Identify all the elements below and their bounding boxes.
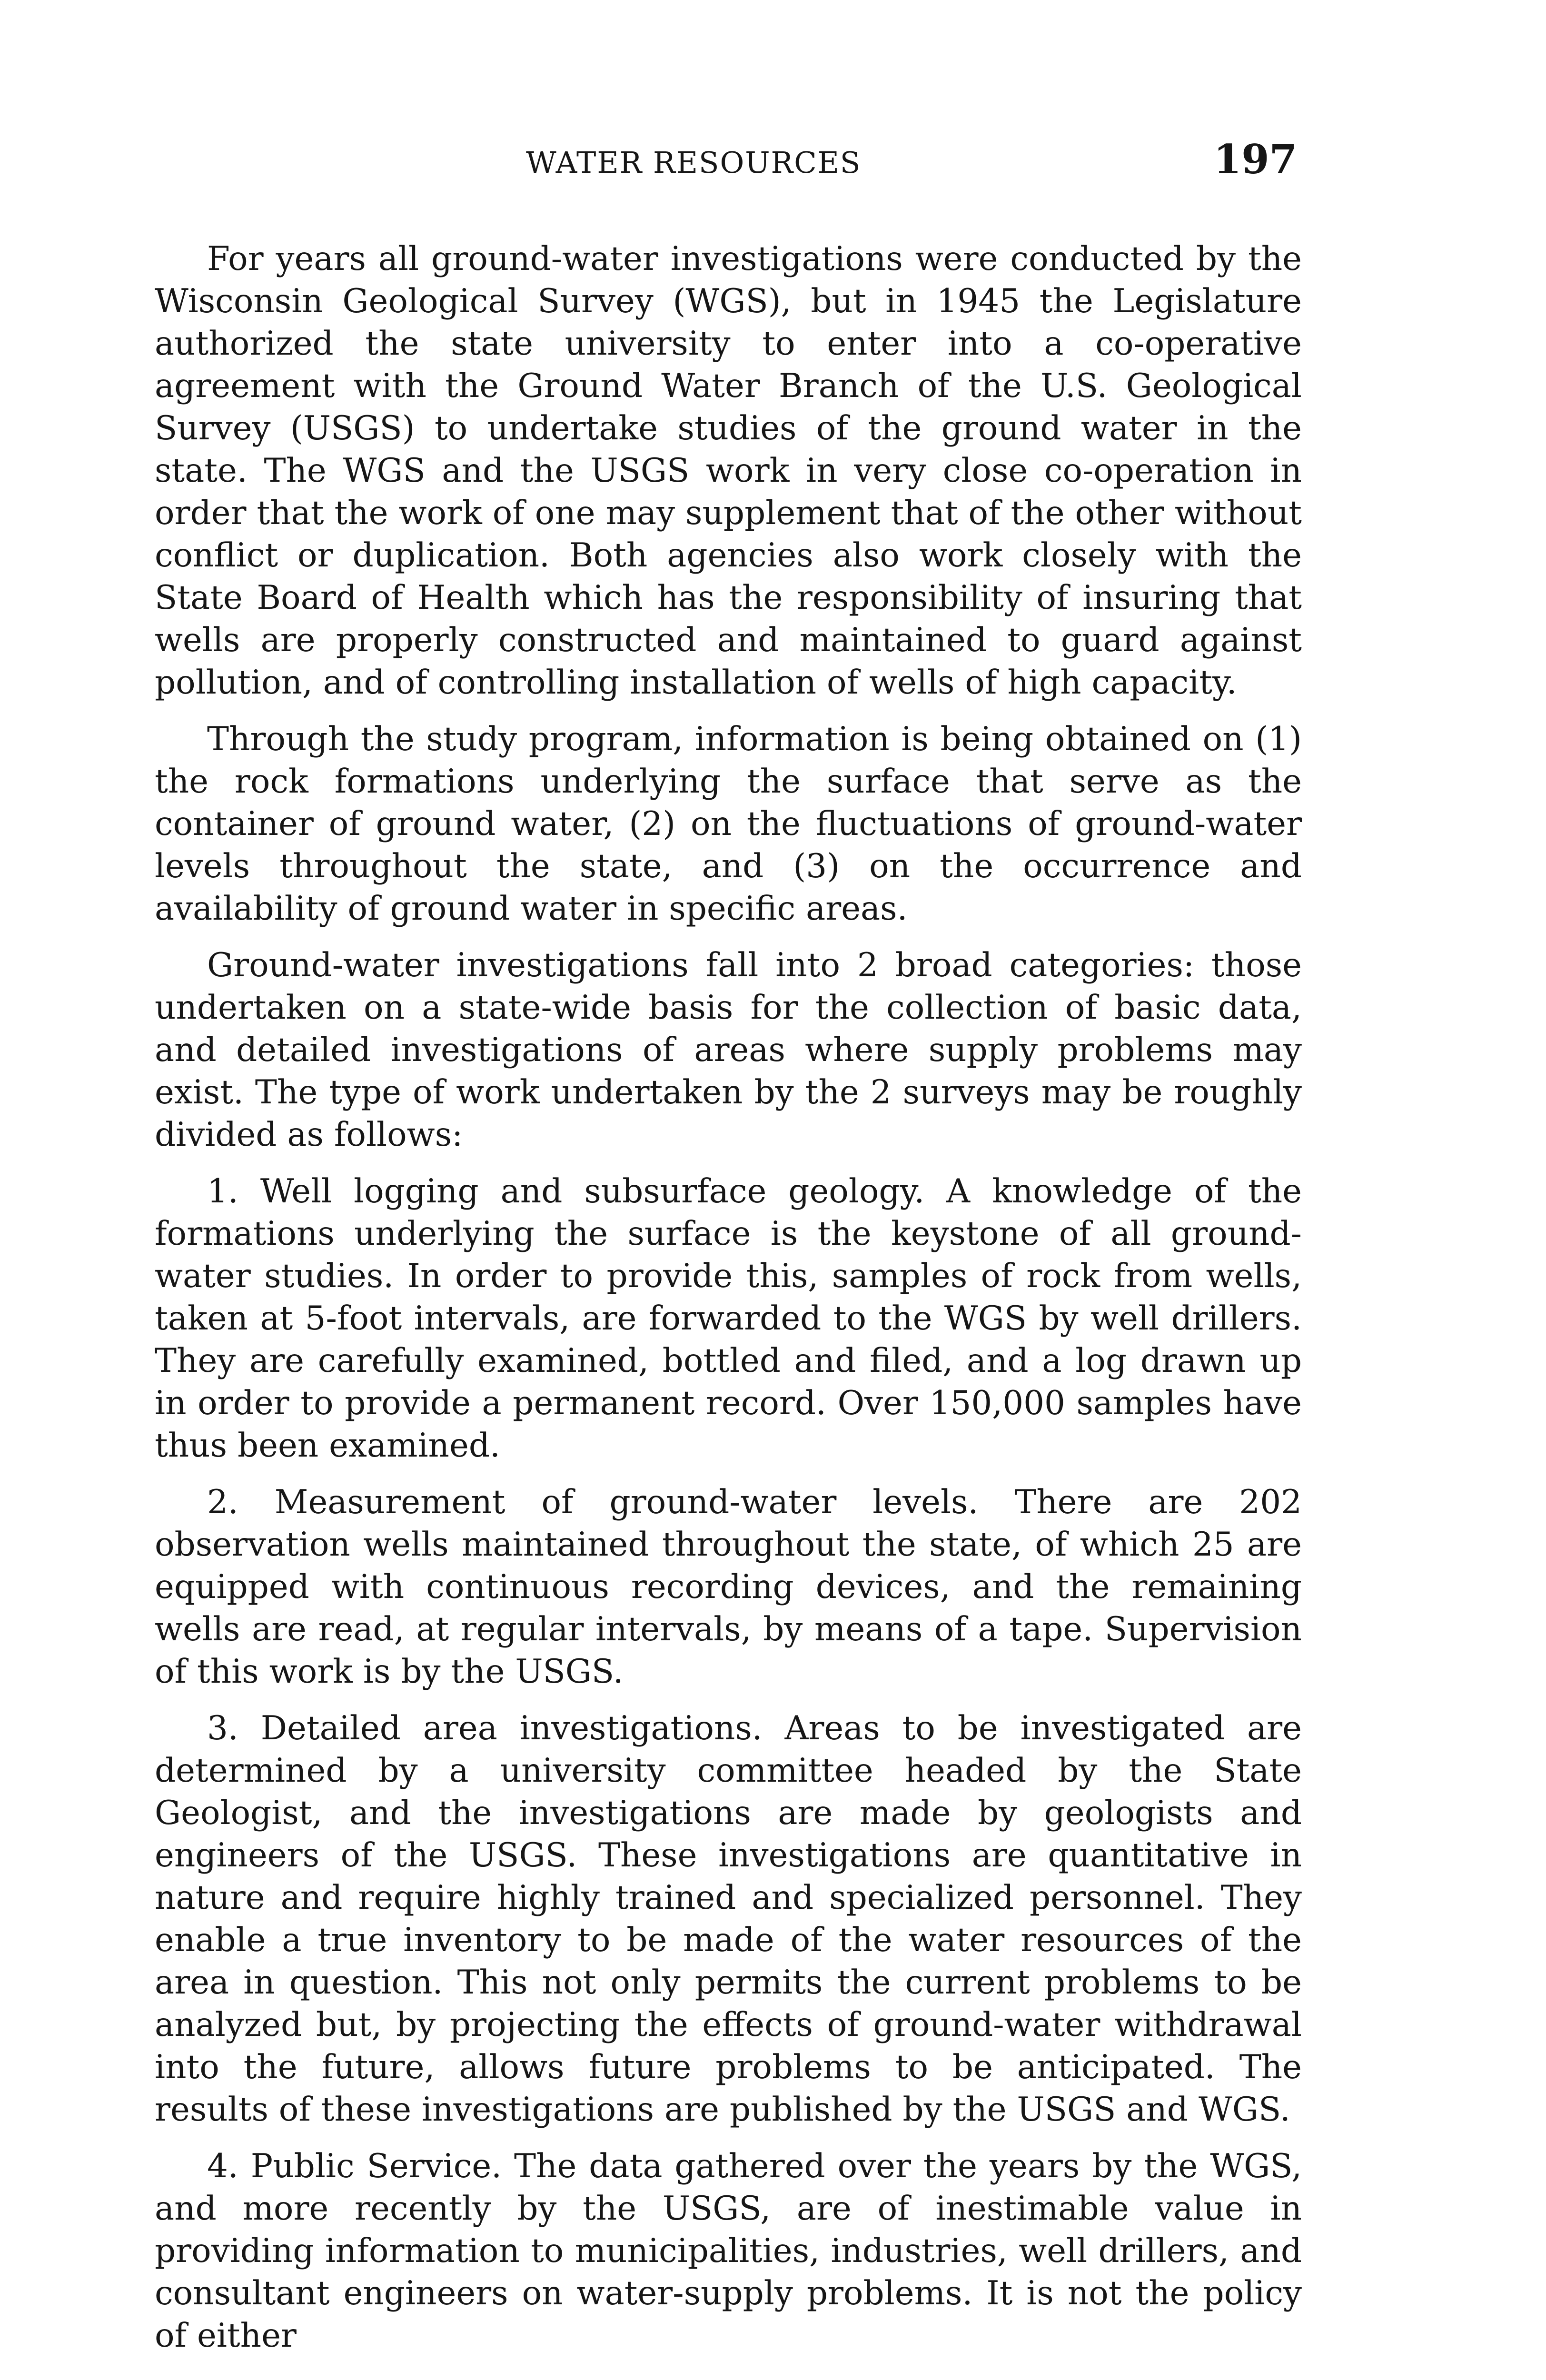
running-head	[155, 136, 1297, 202]
list-number: 4.	[207, 2147, 238, 2185]
page-number: 197	[1213, 136, 1297, 183]
paragraph-study-program: Through the study program, information is being obtained on (1) the rock formations underlying the surface that serve as the container of ground water, (2) on the fluctuations of ground-water levels throughout the state, and (3) on the occurrence and availability of ground water in specific areas.	[155, 720, 1302, 928]
list-item-water-levels	[155, 1481, 1302, 1693]
list-text: Measurement of ground-water levels. There are 202 observation wells maintained throughout the state, of which 25 are equipped with continuous recording devices, and the remaining wells are read, at regular intervals, by means of a tape. Supervision of this work is by the USGS.	[155, 1483, 1302, 1691]
list-number: 2.	[207, 1483, 238, 1521]
running-title: WATER RESOURCES	[526, 145, 862, 180]
list-number: 1.	[207, 1172, 238, 1210]
list-text: Well logging and subsurface geology. A knowledge of the formations underlying the surface is the keystone of all ground-water studies. In order to provide this, samples of rock from wells, taken at 5-foot intervals, are forwarded to the WGS by well drillers. They are carefully examined, bottled and filed, and a log drawn up in order to provide a permanent record. Over 150,000 samples have thus been examined.	[155, 1172, 1302, 1465]
list-item-public-service	[155, 2145, 1302, 2357]
list-text: Detailed area investigations. Areas to be investigated are determined by a university committee headed by the State Geologist, and the investigations are made by geologists and engineers of the USGS. These investigations are quantitative in nature and require highly trained and specialized personnel. They enable a true inventory to be made of the water resources of the area in question. This not only permits the current problems to be analyzed but, by projecting the effects of ground-water withdrawal into the future, allows future problems to be anticipated. The results of these investigations are published by the USGS and WGS.	[155, 1709, 1302, 2129]
paragraph-categories: Ground-water investigations fall into 2 broad categories: those undertaken on a state-wide basis for the collection of basic data, and detailed investigations of areas where supply problems may exist. The type of work undertaken by the 2 surveys may be roughly divided as follows:	[155, 946, 1302, 1154]
body-text	[155, 238, 1302, 2355]
list-item-well-logging	[155, 1170, 1302, 1467]
paragraph-intro: For years all ground-water investigations were conducted by the Wisconsin Geological Survey (WGS), but in 1945 the Legislature authorized the state university to enter into a co-operative agreement with the Ground Water Branch of the U.S. Geological Survey (USGS) to undertake studies of the ground water in the state. The WGS and the USGS work in very close co-operation in order that the work of one may supplement that of the other without conflict or duplication. Both agencies also work closely with the State Board of Health which has the responsibility of insuring that wells are properly constructed and maintained to guard against pollution, and of controlling installation of wells of high capacity.	[155, 240, 1302, 702]
list-number: 3.	[207, 1709, 238, 1747]
list-item-area-investigations	[155, 1707, 1302, 2131]
list-text: Public Service. The data gathered over the years by the WGS, and more recently by the USGS, are of inestimable value in providing information to municipalities, industries, well drillers, and consultant engineers on water-supply problems. It is not the policy of either	[155, 2147, 1302, 2355]
